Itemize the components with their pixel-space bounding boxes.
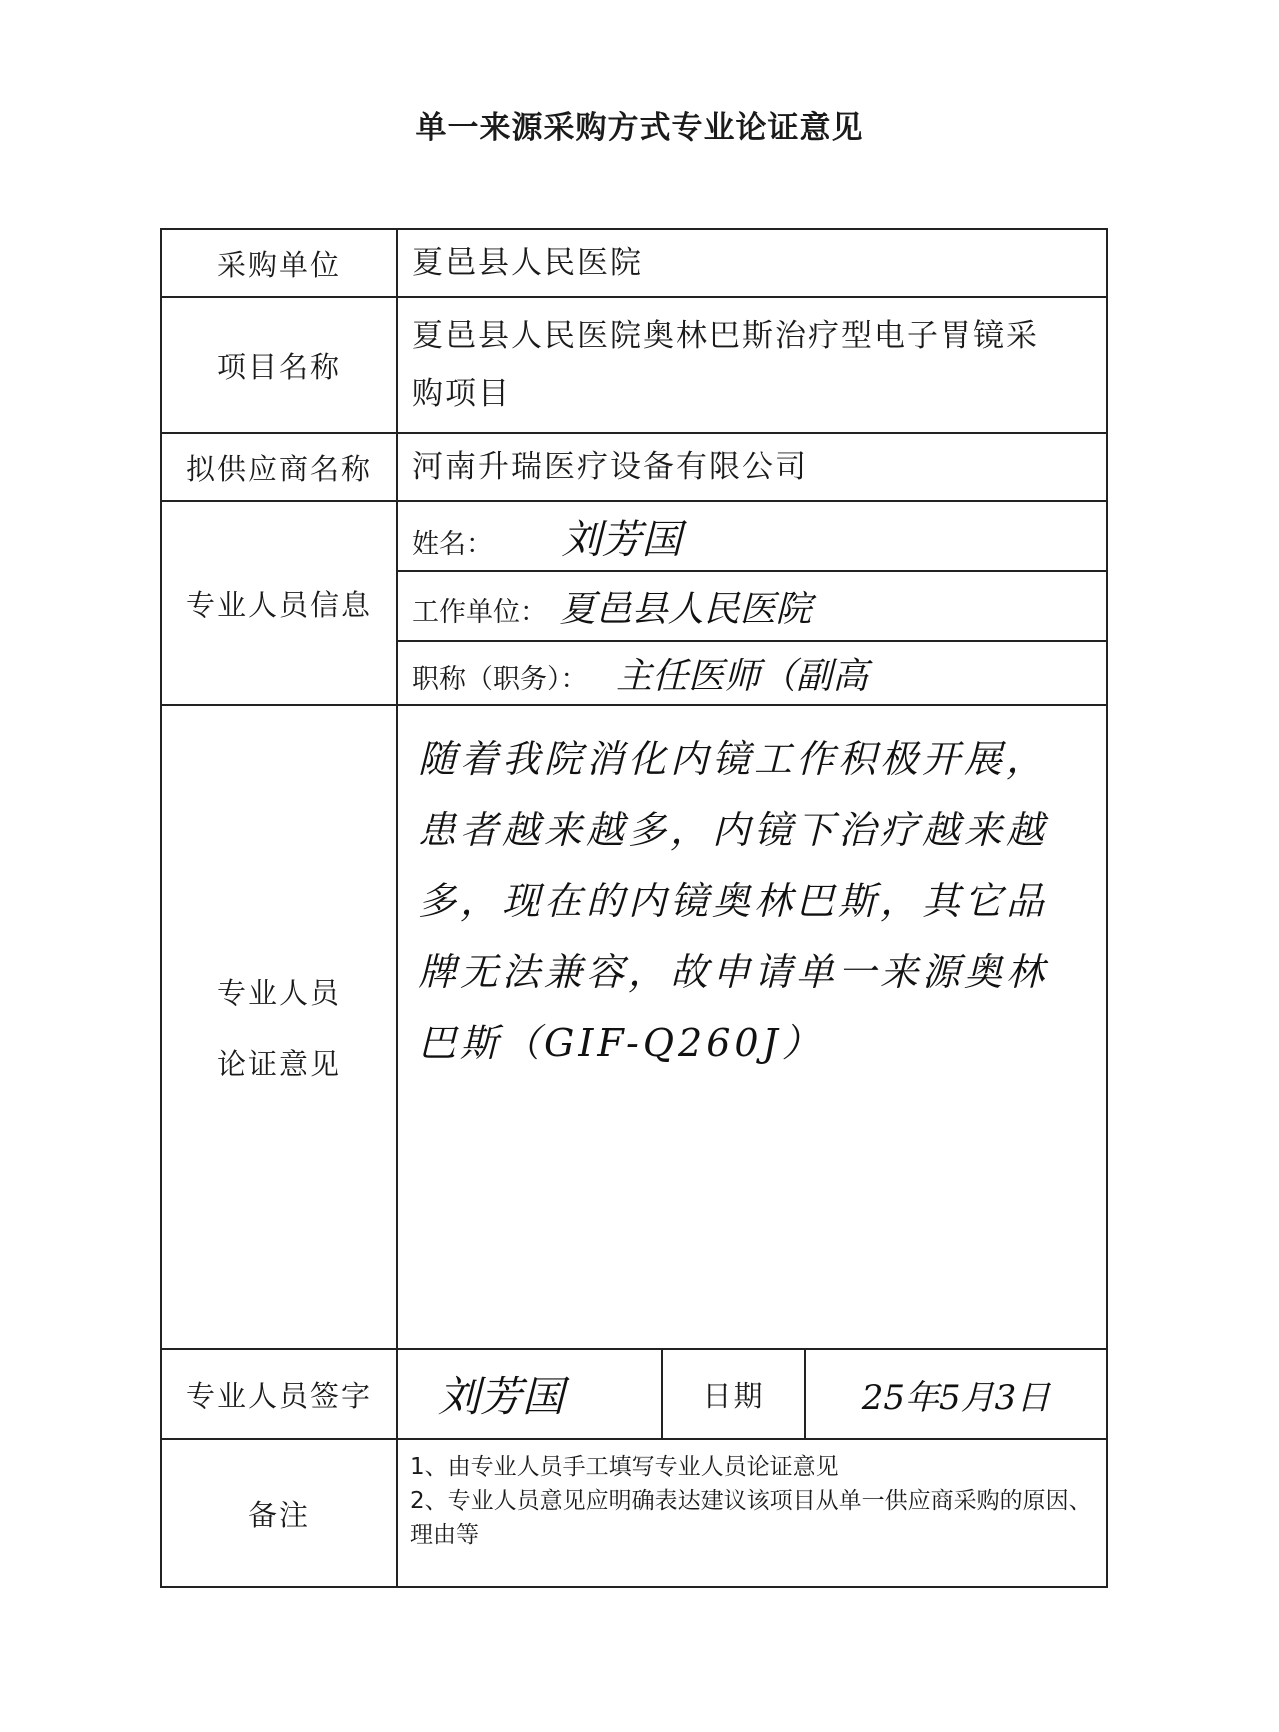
row-purchaser: [161, 229, 1107, 297]
signature-value: 刘芳国: [397, 1349, 662, 1439]
row-notes: [161, 1439, 1107, 1587]
date-value: 25年5月3日: [805, 1349, 1107, 1439]
workplace-value: 夏邑县人民医院: [559, 588, 812, 630]
row-supplier: [161, 433, 1107, 501]
notes-label: 备注: [161, 1439, 397, 1587]
row-opinion: [161, 705, 1107, 1349]
signature-label: 专业人员签字: [161, 1349, 397, 1439]
supplier-label: 拟供应商名称: [161, 433, 397, 501]
argument-form-table: [160, 228, 1108, 1588]
opinion-text: 随着我院消化内镜工作积极开展，患者越来越多，内镜下治疗越来越多，现在的内镜奥林巴斯，其它品牌无法兼容，故申请单一来源奥林巴斯（GIF-Q260J）: [397, 705, 1107, 1349]
date-label: 日期: [662, 1349, 805, 1439]
project-value-line1: 夏邑县人民医院奥林巴斯治疗型电子胃镜采: [412, 318, 1039, 354]
supplier-value: 河南升瑞医疗设备有限公司: [397, 433, 1107, 501]
row-project: [161, 297, 1107, 433]
row-signature: [161, 1349, 1107, 1439]
name-label: 姓名：: [412, 528, 493, 560]
opinion-label-line2: 论证意见: [216, 1047, 341, 1081]
expert-name-cell: [397, 501, 1107, 571]
note-1: 1、由专业人员手工填写专业人员论证意见: [410, 1454, 839, 1480]
opinion-label-line1: 专业人员: [216, 976, 341, 1010]
project-label: 项目名称: [161, 297, 397, 433]
expert-title-cell: [397, 641, 1107, 705]
name-value: 刘芳国: [561, 516, 682, 563]
expert-info-label: 专业人员信息: [161, 501, 397, 705]
note-2: 2、专业人员意见应明确表达建议该项目从单一供应商采购的原因、理由等: [410, 1488, 1092, 1548]
project-value: [397, 297, 1107, 433]
notes-cell: [397, 1439, 1107, 1587]
purchaser-label: 采购单位: [161, 229, 397, 297]
workplace-label: 工作单位：: [412, 596, 547, 628]
title-value: 主任医师（副高: [616, 655, 869, 697]
expert-workplace-cell: [397, 571, 1107, 641]
purchaser-value: 夏邑县人民医院: [397, 229, 1107, 297]
row-expert-name: [161, 501, 1107, 571]
project-value-line2: 购项目: [412, 376, 511, 412]
page-title: 单一来源采购方式专业论证意见: [415, 110, 864, 146]
opinion-label: [161, 705, 397, 1349]
title-label: 职称（职务）：: [412, 663, 588, 695]
